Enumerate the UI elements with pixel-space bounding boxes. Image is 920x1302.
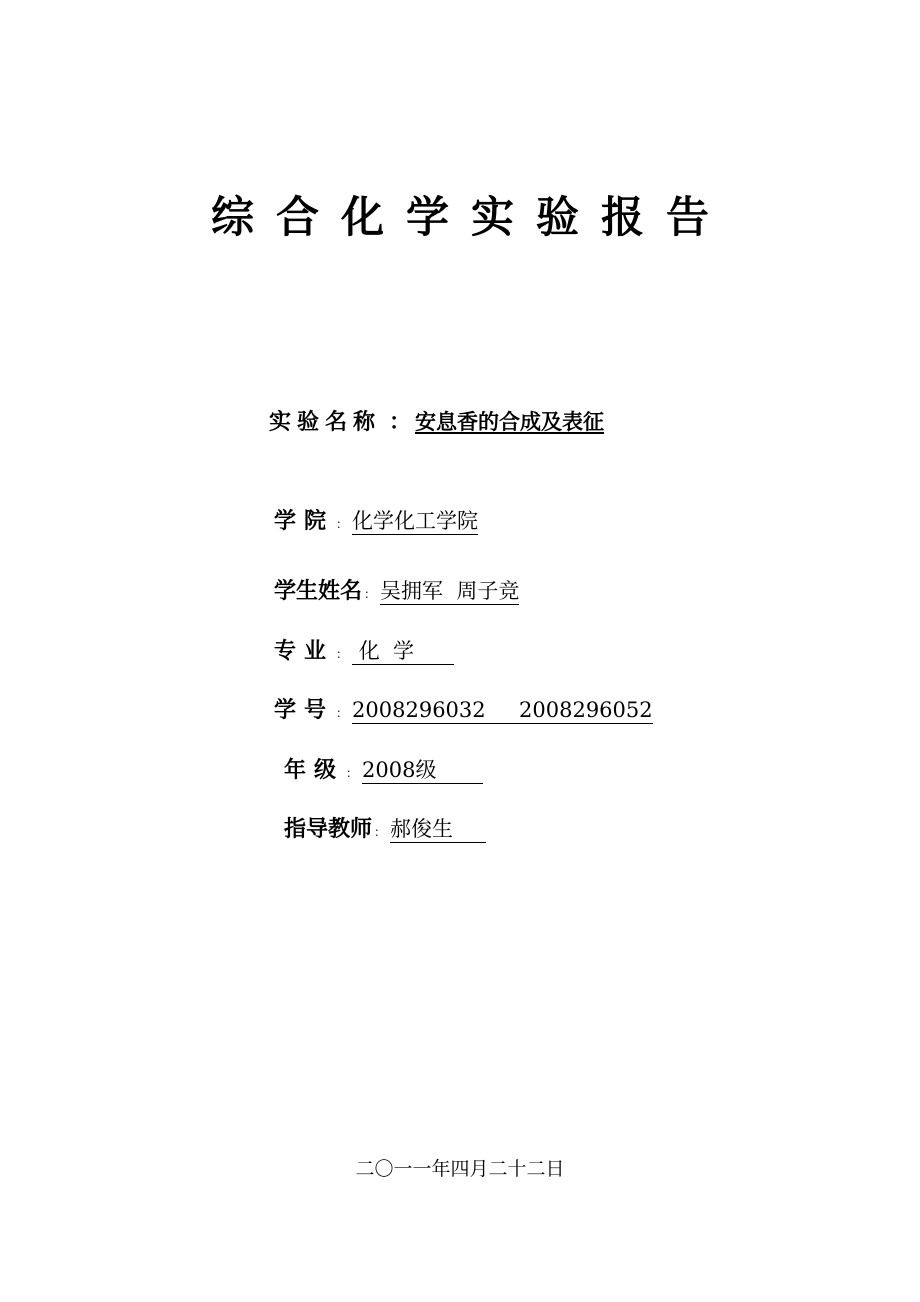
major-label: 专业 <box>274 639 335 664</box>
student-id-row <box>274 694 653 728</box>
student-name-row <box>274 575 519 609</box>
grade-value: 2008级 <box>362 758 484 782</box>
report-date: 二〇一一年四月二十二日 <box>355 1158 565 1180</box>
grade-colon: ： <box>346 766 359 780</box>
college-value: 化学化工学院 <box>352 509 479 533</box>
report-title: 综合化学实验报告 <box>211 193 731 243</box>
student-name-label: 学生姓名 <box>274 579 363 604</box>
college-label: 学院 <box>274 509 335 534</box>
college-colon: ： <box>336 517 349 531</box>
experiment-name-row <box>269 404 604 440</box>
major-row <box>274 635 454 669</box>
advisor-row <box>284 813 486 847</box>
grade-row <box>284 754 483 788</box>
advisor-label: 指导教师 <box>284 817 373 842</box>
major-colon: ： <box>336 647 349 661</box>
college-row <box>274 505 478 539</box>
major-value: 化 学 <box>352 639 455 663</box>
student-name-colon: ： <box>364 587 377 601</box>
advisor-value: 郝俊生 <box>390 817 487 841</box>
grade-label: 年级 <box>284 758 345 783</box>
experiment-name-label: 实验名称 <box>269 410 382 435</box>
student-name-value: 吴拥军 周子竞 <box>380 579 520 603</box>
advisor-colon: ： <box>374 825 387 839</box>
experiment-name-value: 安息香的合成及表征 <box>415 410 605 434</box>
student-id-label: 学号 <box>274 698 335 723</box>
experiment-name-colon: ： <box>389 410 412 435</box>
student-id-value: 2008296032 2008296052 <box>352 698 653 722</box>
student-id-colon: ： <box>336 706 349 720</box>
